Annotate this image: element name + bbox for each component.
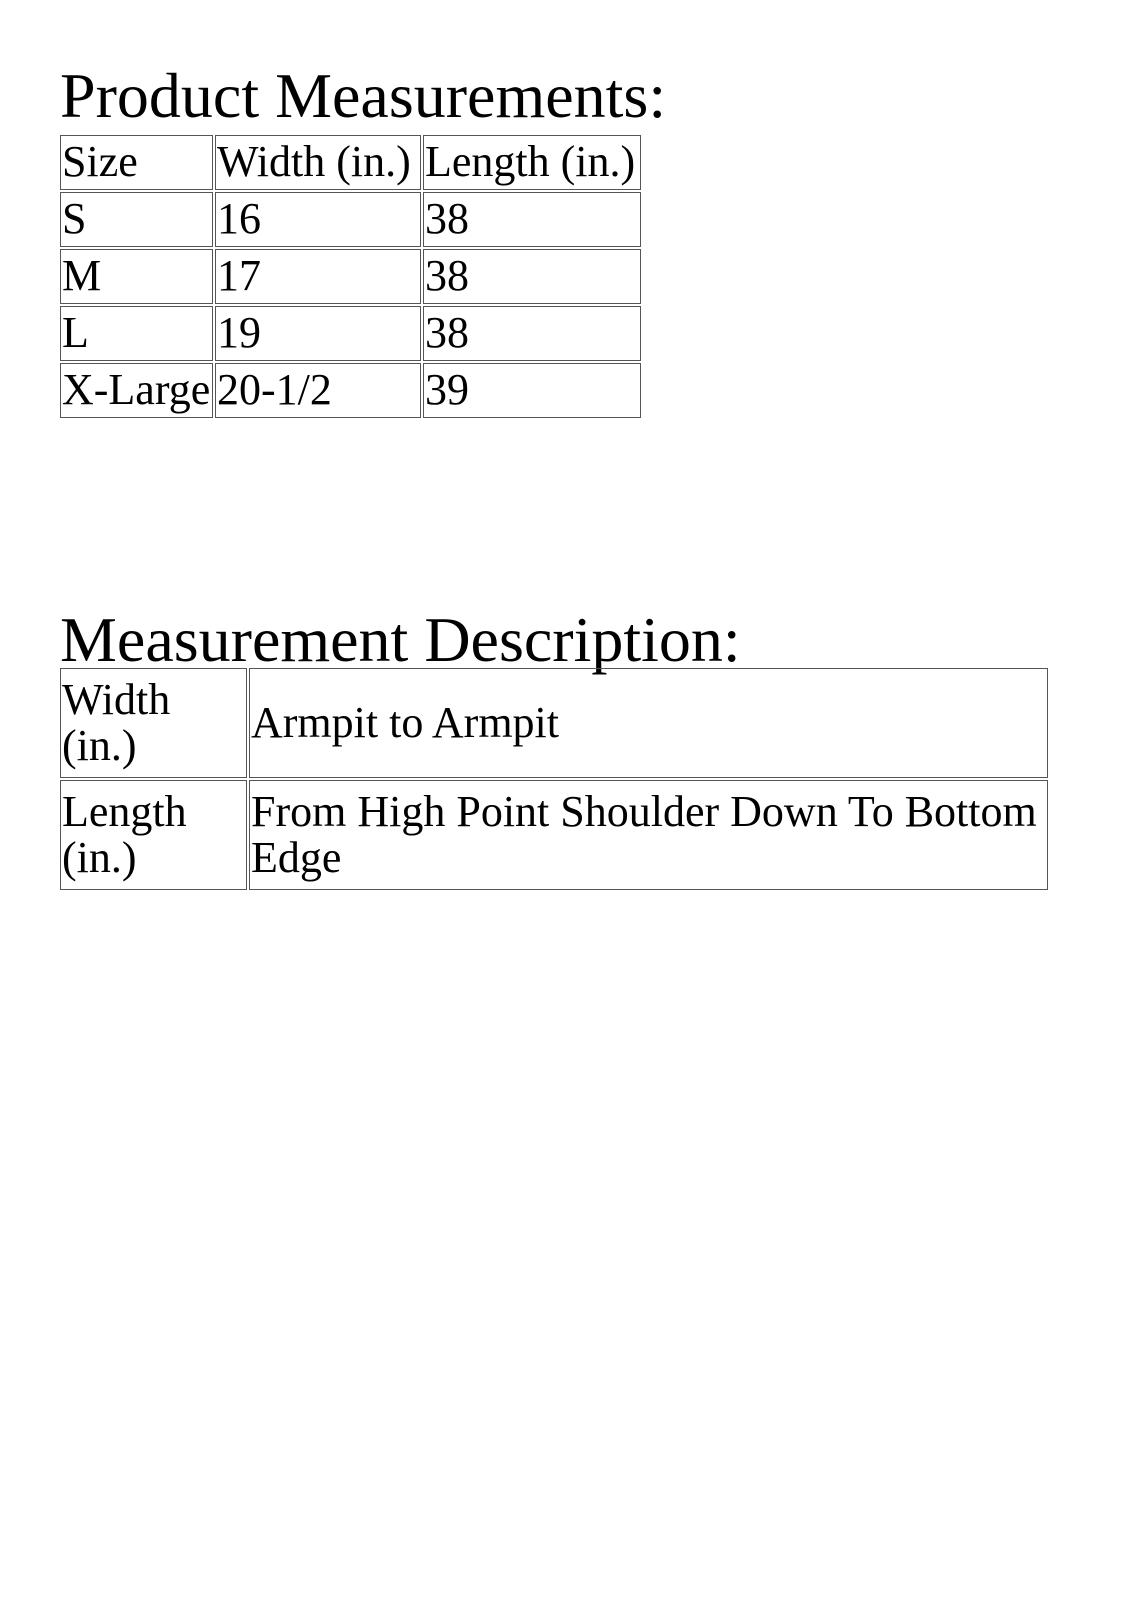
- measure-name-cell: Width (in.): [60, 668, 247, 778]
- width-cell: 17: [215, 249, 421, 304]
- length-cell: 38: [423, 192, 641, 247]
- length-cell: 38: [423, 249, 641, 304]
- measure-description-cell: From High Point Shoulder Down To Bottom Edge: [249, 780, 1048, 890]
- table-header-row: [60, 135, 641, 190]
- table-row: [60, 249, 641, 304]
- header-cell-length: Length (in.): [423, 135, 641, 190]
- header-cell-size: Size: [60, 135, 213, 190]
- size-cell: X-Large: [60, 363, 213, 418]
- table-row: [60, 668, 1048, 778]
- length-cell: 39: [423, 363, 641, 418]
- width-cell: 16: [215, 192, 421, 247]
- table-row: [60, 306, 641, 361]
- width-cell: 19: [215, 306, 421, 361]
- table-row: [60, 192, 641, 247]
- size-cell: L: [60, 306, 213, 361]
- size-cell: M: [60, 249, 213, 304]
- measurements-title: Product Measurements:: [60, 60, 667, 131]
- measure-name-cell: Length (in.): [60, 780, 247, 890]
- description-title: Measurement Description:: [60, 604, 741, 675]
- header-cell-width: Width (in.): [215, 135, 421, 190]
- width-cell: 20-1/2: [215, 363, 421, 418]
- table-row: [60, 363, 641, 418]
- measure-description-cell: Armpit to Armpit: [249, 668, 1048, 778]
- measurements-table: [58, 133, 643, 420]
- description-table: [58, 666, 1050, 892]
- length-cell: 38: [423, 306, 641, 361]
- table-row: [60, 780, 1048, 890]
- size-cell: S: [60, 192, 213, 247]
